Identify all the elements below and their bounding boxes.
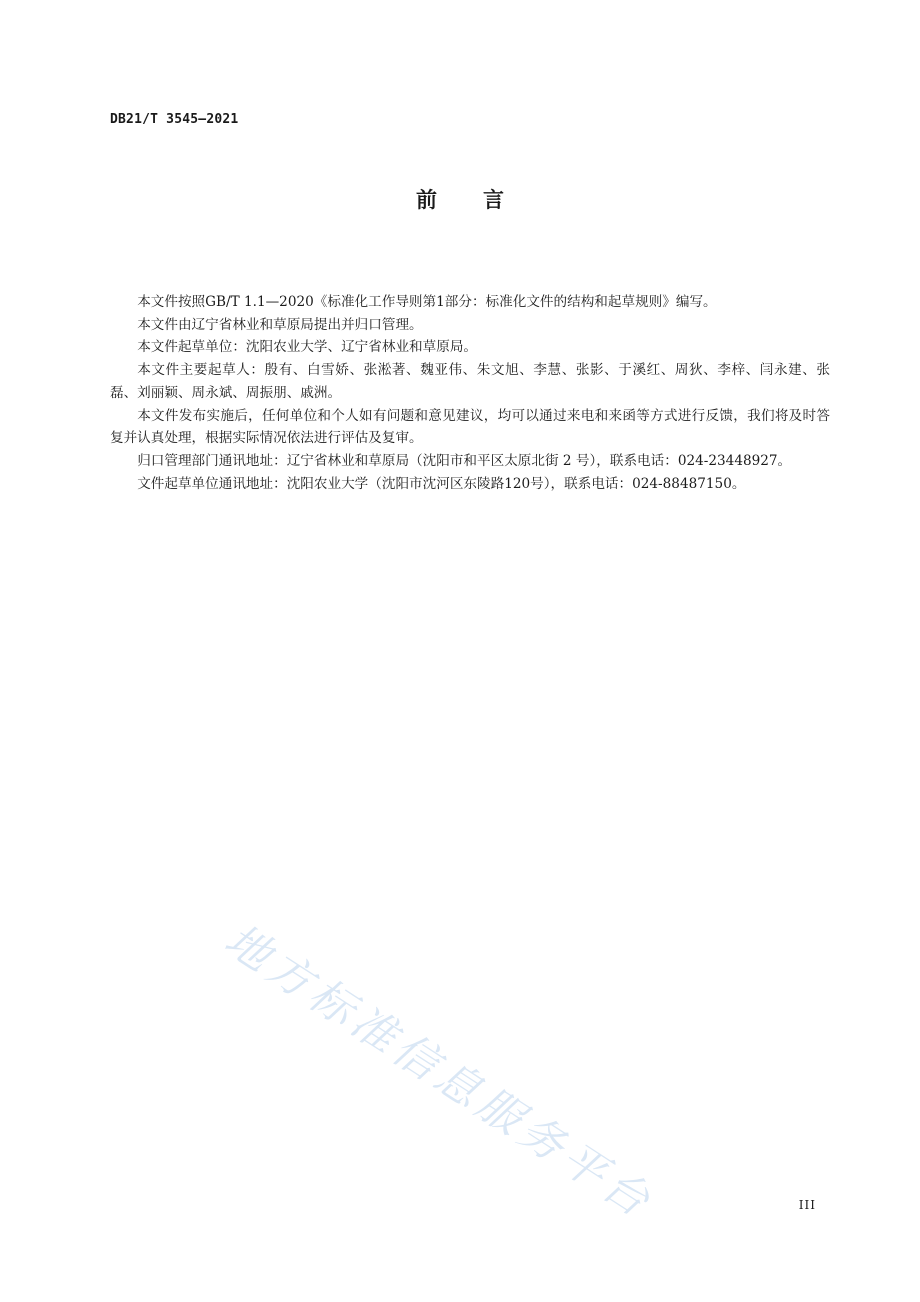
paragraph-drafter-address: 文件起草单位通讯地址：沈阳农业大学（沈阳市沈河区东陵路120号），联系电话：024-88487150。 (137, 475, 746, 492)
paragraph-proposer: 本文件由辽宁省林业和草原局提出并归口管理。 (137, 316, 423, 333)
foreword-body (110, 291, 830, 495)
page-number: III (798, 1198, 816, 1212)
paragraph-management-address: 归口管理部门通讯地址：辽宁省林业和草原局（沈阳市和平区太原北街 2 号），联系电话：024-23448927。 (137, 452, 792, 469)
paragraph-feedback: 本文件发布实施后，任何单位和个人如有问题和意见建议，均可以通过来电和来函等方式进行反馈，我们将及时答复并认真处理，根据实际情况依法进行评估及复审。 (110, 407, 830, 447)
watermark: 地方标准信息服务平台 (215, 914, 663, 1230)
document-code: DB21/T 3545—2021 (110, 112, 239, 127)
paragraph-drafters: 本文件主要起草人：殷有、白雪娇、张淞著、魏亚伟、朱文旭、李慧、张影、于溪红、周狄、李梓、闫永建、张磊、刘丽颖、周永斌、周振朋、戚洲。 (110, 362, 830, 401)
paragraph-drafting-rules: 本文件按照GB/T 1.1—2020《标准化工作导则第1部分：标准化文件的结构和起草规则》编写。 (137, 294, 717, 310)
paragraph-drafting-units: 本文件起草单位：沈阳农业大学、辽宁省林业和草原局。 (137, 339, 478, 356)
page-title: 前言 (416, 188, 550, 212)
